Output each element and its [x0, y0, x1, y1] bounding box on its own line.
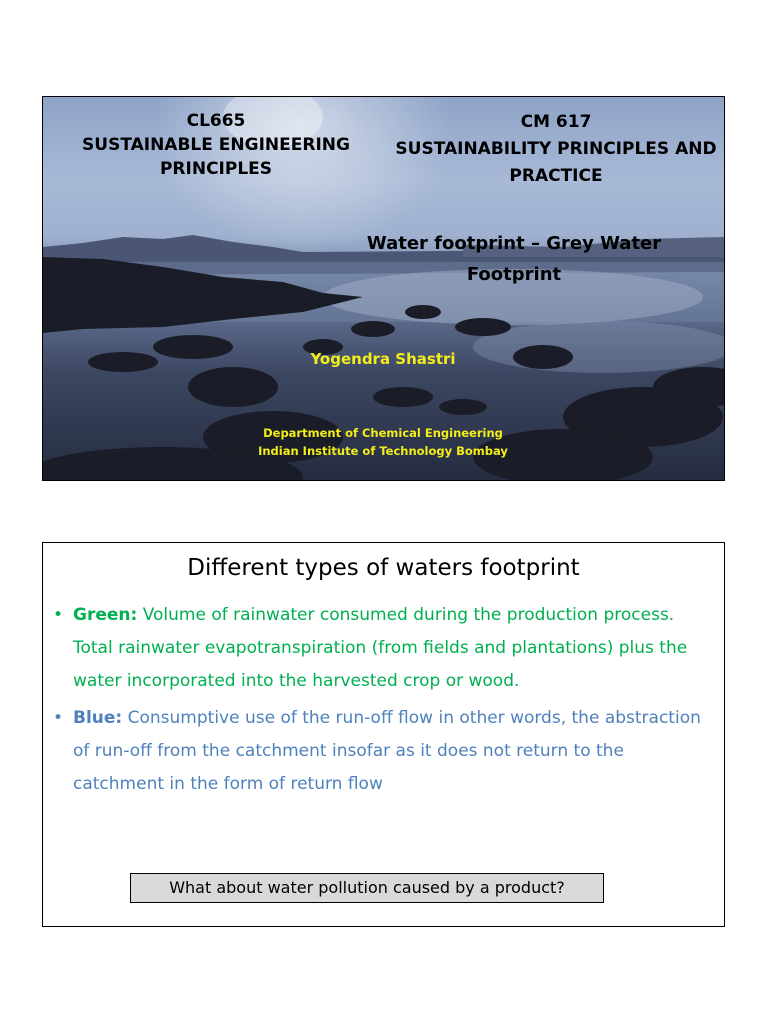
- author-name: Yogendra Shastri: [310, 350, 456, 368]
- bullet-blue-text: Consumptive use of the run-off flow in other words, the abstraction of run-off from the catchment insofar as it does not return to the catchment in the form of return flow: [73, 708, 701, 794]
- department-line2: Indian Institute of Technology Bombay: [258, 444, 508, 458]
- department-line1: Department of Chemical Engineering: [263, 426, 503, 440]
- course-right-line2: SUSTAINABILITY PRINCIPLES AND: [395, 139, 717, 159]
- bullet-dot-icon: •: [53, 708, 64, 728]
- course-left: [63, 109, 369, 181]
- bullet-green-label: Green:: [73, 605, 138, 625]
- course-left-line2: SUSTAINABLE ENGINEERING: [82, 135, 350, 155]
- lecture-title-line1: Water footprint – Grey Water: [366, 233, 662, 254]
- course-right-code: CM 617: [520, 112, 592, 132]
- bullet-list: [53, 599, 713, 801]
- course-right: [391, 109, 721, 190]
- lecture-title-line2: Footprint: [466, 264, 562, 285]
- bullet-green-text: Volume of rainwater consumed during the production process. Total rainwater evapotranspiration (from fields and plantations) plus the water incorporated into the harvested crop or wood.: [73, 605, 688, 691]
- bullet-green: [53, 599, 713, 698]
- footprint-types-slide: [42, 542, 725, 927]
- bullet-blue: [53, 702, 713, 801]
- course-left-code: CL665: [186, 111, 246, 131]
- title-slide: [42, 96, 725, 481]
- question-box: What about water pollution caused by a product?: [130, 873, 604, 903]
- slide-title: Different types of waters footprint: [187, 555, 580, 581]
- department: [203, 424, 563, 460]
- bullet-blue-label: Blue:: [73, 708, 123, 728]
- course-left-line3: PRINCIPLES: [159, 159, 273, 179]
- course-right-line3: PRACTICE: [509, 166, 603, 186]
- bullet-dot-icon: •: [53, 605, 64, 625]
- lecture-title: [341, 228, 687, 290]
